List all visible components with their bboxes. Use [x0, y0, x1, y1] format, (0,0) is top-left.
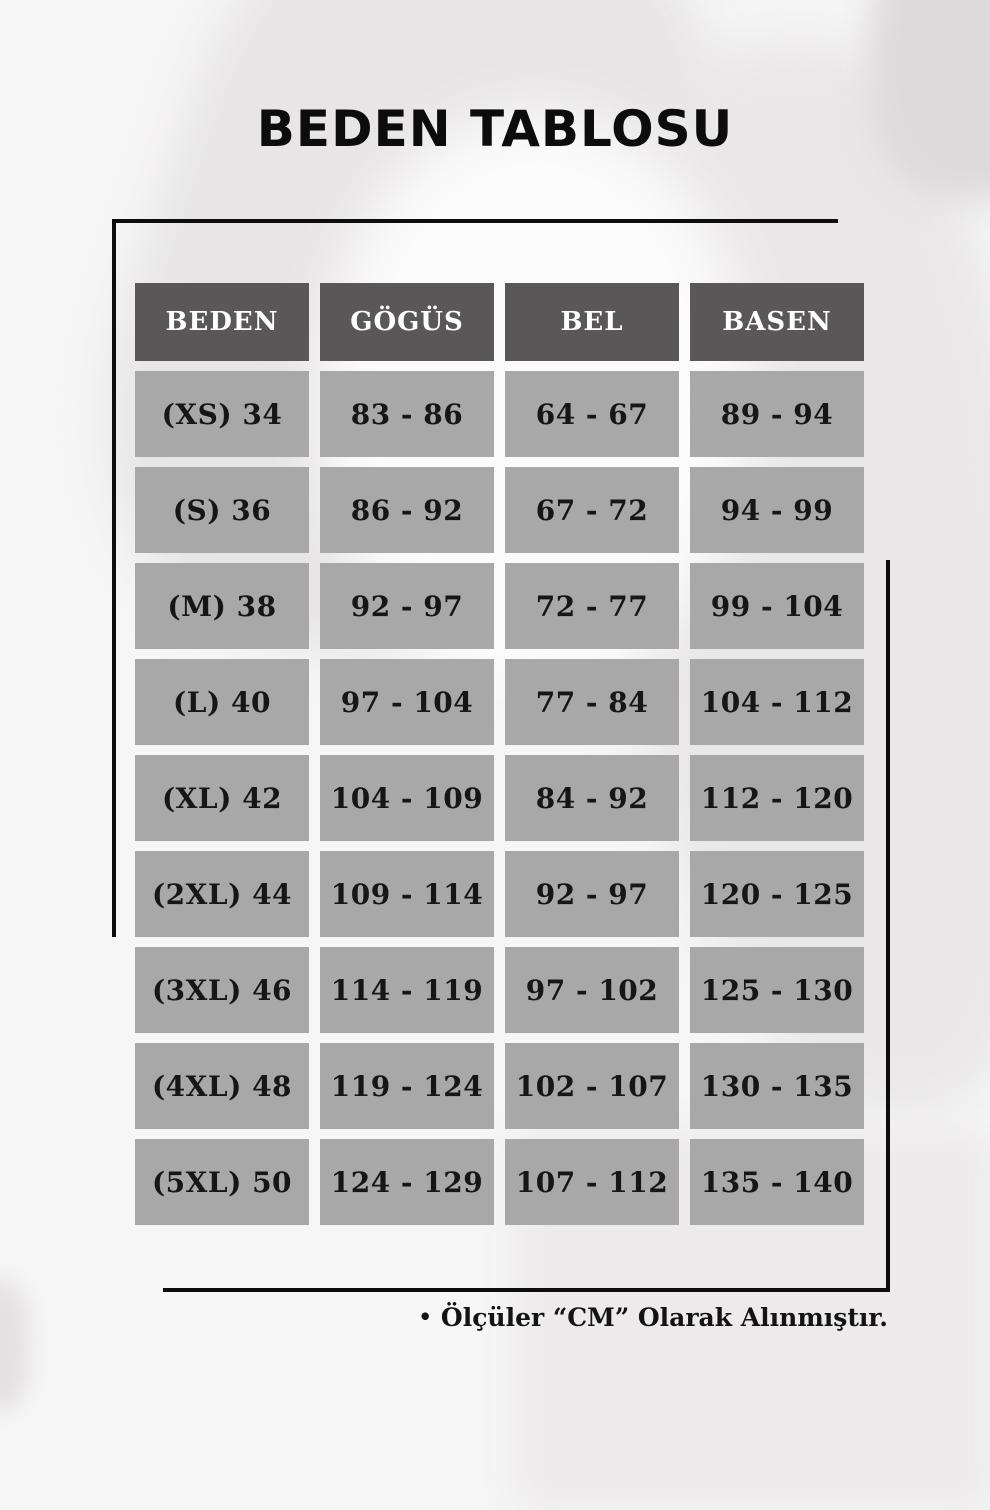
size-cell: 104 - 109 [320, 755, 494, 841]
column-header-basen: BASEN [690, 283, 864, 361]
size-cell: (S) 36 [135, 467, 309, 553]
size-cell: 77 - 84 [505, 659, 679, 745]
size-cell: 97 - 102 [505, 947, 679, 1033]
size-cell: 125 - 130 [690, 947, 864, 1033]
frame-line-right [886, 560, 890, 1292]
size-cell: 107 - 112 [505, 1139, 679, 1225]
size-cell: 109 - 114 [320, 851, 494, 937]
size-cell: 124 - 129 [320, 1139, 494, 1225]
column-header-gogus: GÖGÜS [320, 283, 494, 361]
size-cell: 130 - 135 [690, 1043, 864, 1129]
size-cell: (5XL) 50 [135, 1139, 309, 1225]
size-cell: 84 - 92 [505, 755, 679, 841]
frame-line-left [112, 219, 116, 937]
size-cell: 64 - 67 [505, 371, 679, 457]
size-cell: 72 - 77 [505, 563, 679, 649]
size-cell: 120 - 125 [690, 851, 864, 937]
size-cell: 135 - 140 [690, 1139, 864, 1225]
measurement-note-text: Ölçüler “CM” Olarak Alınmıştır. [440, 1303, 888, 1332]
size-cell: 67 - 72 [505, 467, 679, 553]
size-cell: (4XL) 48 [135, 1043, 309, 1129]
size-cell: 86 - 92 [320, 467, 494, 553]
size-cell: (M) 38 [135, 563, 309, 649]
frame-line-bottom [163, 1288, 890, 1292]
bullet-icon: • [418, 1304, 432, 1329]
size-cell: 114 - 119 [320, 947, 494, 1033]
frame-line-top [112, 219, 838, 223]
measurement-note [0, 1303, 888, 1332]
size-cell: 119 - 124 [320, 1043, 494, 1129]
size-table [135, 283, 864, 1225]
size-cell: 97 - 104 [320, 659, 494, 745]
size-cell: (XS) 34 [135, 371, 309, 457]
size-cell: (XL) 42 [135, 755, 309, 841]
size-cell: 99 - 104 [690, 563, 864, 649]
page-title: BEDEN TABLOSU [256, 100, 734, 158]
size-cell: 92 - 97 [505, 851, 679, 937]
column-header-bel: BEL [505, 283, 679, 361]
size-cell: (3XL) 46 [135, 947, 309, 1033]
size-cell: (2XL) 44 [135, 851, 309, 937]
column-header-beden: BEDEN [135, 283, 309, 361]
size-cell: 89 - 94 [690, 371, 864, 457]
size-cell: 102 - 107 [505, 1043, 679, 1129]
size-cell: (L) 40 [135, 659, 309, 745]
size-cell: 112 - 120 [690, 755, 864, 841]
size-cell: 104 - 112 [690, 659, 864, 745]
size-cell: 94 - 99 [690, 467, 864, 553]
size-cell: 92 - 97 [320, 563, 494, 649]
size-cell: 83 - 86 [320, 371, 494, 457]
